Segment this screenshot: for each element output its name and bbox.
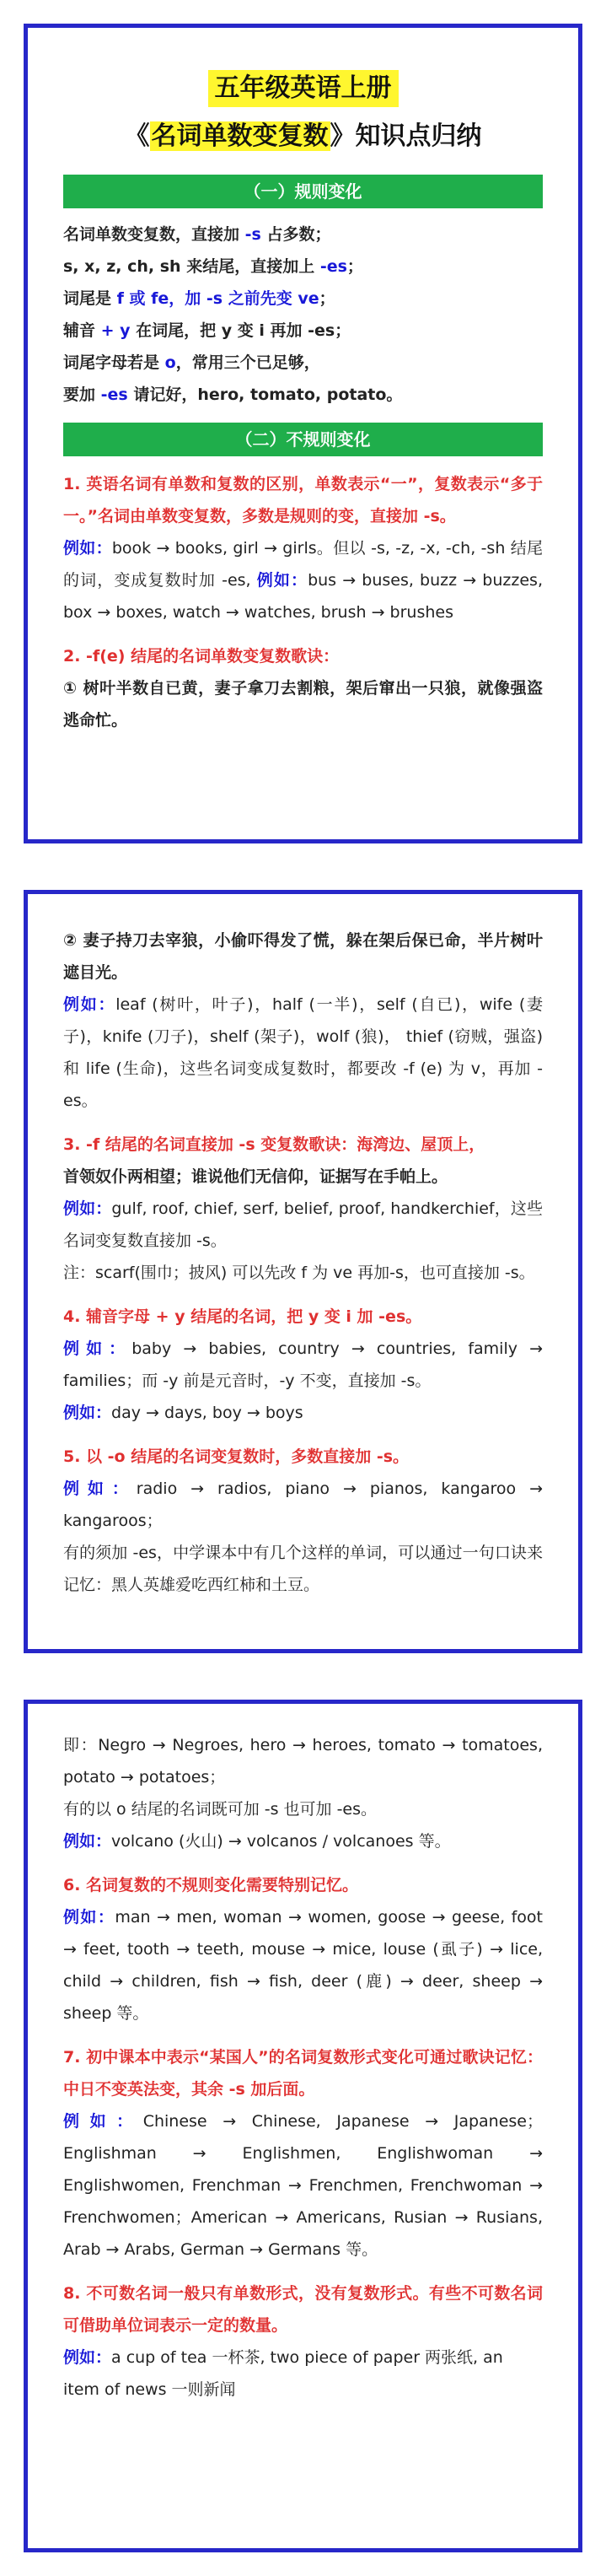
item-8-heading: 8. 不可数名词一般只有单数形式，没有复数形式。有些不可数名词可借助单位词表示一定的数量。 [63,2284,543,2335]
item-5-heading: 5. 以 -o 结尾的名词变复数时，多数直接加 -s。 [63,1447,410,1466]
item-2-examples: 例如：leaf (树叶，叶子)，half (一半)，self (自已)，wife (妻子)，knife (刀子)，shelf (架子)，wolf (狼)， thief (窃贼，强盗) 和 life (生命)，这些名词变成复数时，都要改 -f (e) 为 v，再加 -es。 [63,995,543,1110]
item-1-examples: 例如：book → books, girl → girls。但以 -s, -z, -x, -ch, -sh 结尾的词，变成复数时加 -es, 例如：bus → buses, buzz → buzzes, box → boxes, watch → watches, brush → brushes [63,539,543,622]
item-7-examples: 例如：Chinese → Chinese, Japanese → Japanese；Englishman → Englishmen, Englishwoman → Englishwomen, Frenchman → Frenchmen, Frenchwoman → Frenchwomen；American → Americans, Rusian → Rusians, Arab → Arabs, German → Germans 等。 [63,2112,543,2259]
item-2-rhyme-1: ① 树叶半数自已黄，妻子拿刀去割粮，架后窜出一只狼，就像强盗逃命忙。 [63,679,543,730]
panel-1 [24,24,582,843]
item-7-heading: 7. 初中课本中表示“某国人”的名词复数形式变化可通过歌诀记忆：中日不变英法变，其余 -s 加后面。 [63,2048,543,2099]
item-1 [63,468,543,628]
item-6-examples: 例如：man → men, woman → women, goose → geese, foot → feet, tooth → teeth, mouse → mice, louse (虱子) → lice, child → children, fish → fish, deer (鹿) → deer, sheep → sheep 等。 [63,1908,543,2023]
item-3-note: 注：scarf(围巾；披风) 可以先改 f 为 ve 再加-s，也可直接加 -s。 [63,1264,535,1282]
item-8-examples: 例如：a cup of tea 一杯茶, two piece of paper 两张纸, an item of news 一则新闻 [63,2348,503,2399]
rhyme-line: s, x, z, ch, sh 来结尾，直接加上 -es； [63,257,363,276]
item-6 [63,1869,543,2029]
item-3-rhyme: 首领奴仆两相望；谁说他们无信仰，证据写在手帕上。 [63,1167,448,1186]
title-highlight: 名词单数变复数 [151,121,329,151]
item-2-heading: 2. -f(e) 结尾的名词单数变复数歌诀： [63,647,340,666]
rhyme-line: 名词单数变复数，直接加 -s 占多数； [63,225,331,244]
item-1-heading: 1. 英语名词有单数和复数的区别，单数表示“一”，复数表示“多于一。”名词由单数变复数，多数是规则的变，直接加 -s。 [63,475,543,525]
rhyme-line: 词尾字母若是 o，常用三个已足够， [63,353,320,372]
item-2 [63,640,543,736]
rhyme-line: 词尾是 f 或 fe，加 -s 之前先变 ve； [63,289,335,308]
doc-title-line2: 《名词单数变复数》知识点归纳 [124,121,482,151]
item-5 [63,1441,543,1601]
item-2-rhyme-2: ② 妻子持刀去宰狼，小偷吓得发了慌，躲在架后保已命，半片树叶遮目光。 [63,931,543,982]
item-6-heading: 6. 名词复数的不规则变化需要特别记忆。 [63,1876,359,1894]
item-4-examples: 例如：baby → babies, country → countries, family → families；而 -y 前是元音时，-y 不变，直接加 -s。 [63,1339,543,1390]
section-header-regular: （一）规则变化 [63,175,543,208]
item-3-heading: 3. -f 结尾的名词直接加 -s 变复数歌诀：海湾边、屋顶上， [63,1135,485,1154]
item-7 [63,2041,543,2266]
rhyme-line: 辅音 + y 在词尾，把 y 变 i 再加 -es； [63,321,351,340]
rhyme-line: 要加 -es 请记好，hero, tomato, potato。 [63,385,403,404]
panel-3 [24,1700,582,2552]
item-4-heading: 4. 辅音字母 + y 结尾的名词，把 y 变 i 加 -es。 [63,1307,422,1326]
item-5-extra: 有的须加 -es，中学课本中有几个这样的单词，可以通过一句口诀来记忆：黑人英雄爱吃西红柿和土豆。 [63,1544,543,1594]
panel-2 [24,890,582,1653]
item-5-list: 即：Negro → Negroes, hero → heroes, tomato → tomatoes, potato → potatoes； [63,1736,543,1786]
item-5-both-example: 例如：volcano (火山) → volcanos / volcanoes 等。 [63,1832,451,1851]
item-5-examples: 例如：radio → radios, piano → pianos, kangaroo → kangaroos； [63,1479,543,1530]
item-4 [63,1301,543,1429]
item-8 [63,2277,543,2406]
item-3-examples: 例如：gulf, roof, chief, serf, belief, proof, handkerchief，这些名词变复数直接加 -s。 [63,1199,543,1250]
section-header-irregular: （二）不规则变化 [63,423,543,456]
item-5-both: 有的以 o 结尾的名词既可加 -s 也可加 -es。 [63,1800,378,1819]
item-4-examples-2: 例如：day → days, boy → boys [63,1404,303,1422]
regular-rhyme [63,218,543,411]
item-3 [63,1129,543,1289]
doc-title-line1: 五年级英语上册 [208,70,399,107]
